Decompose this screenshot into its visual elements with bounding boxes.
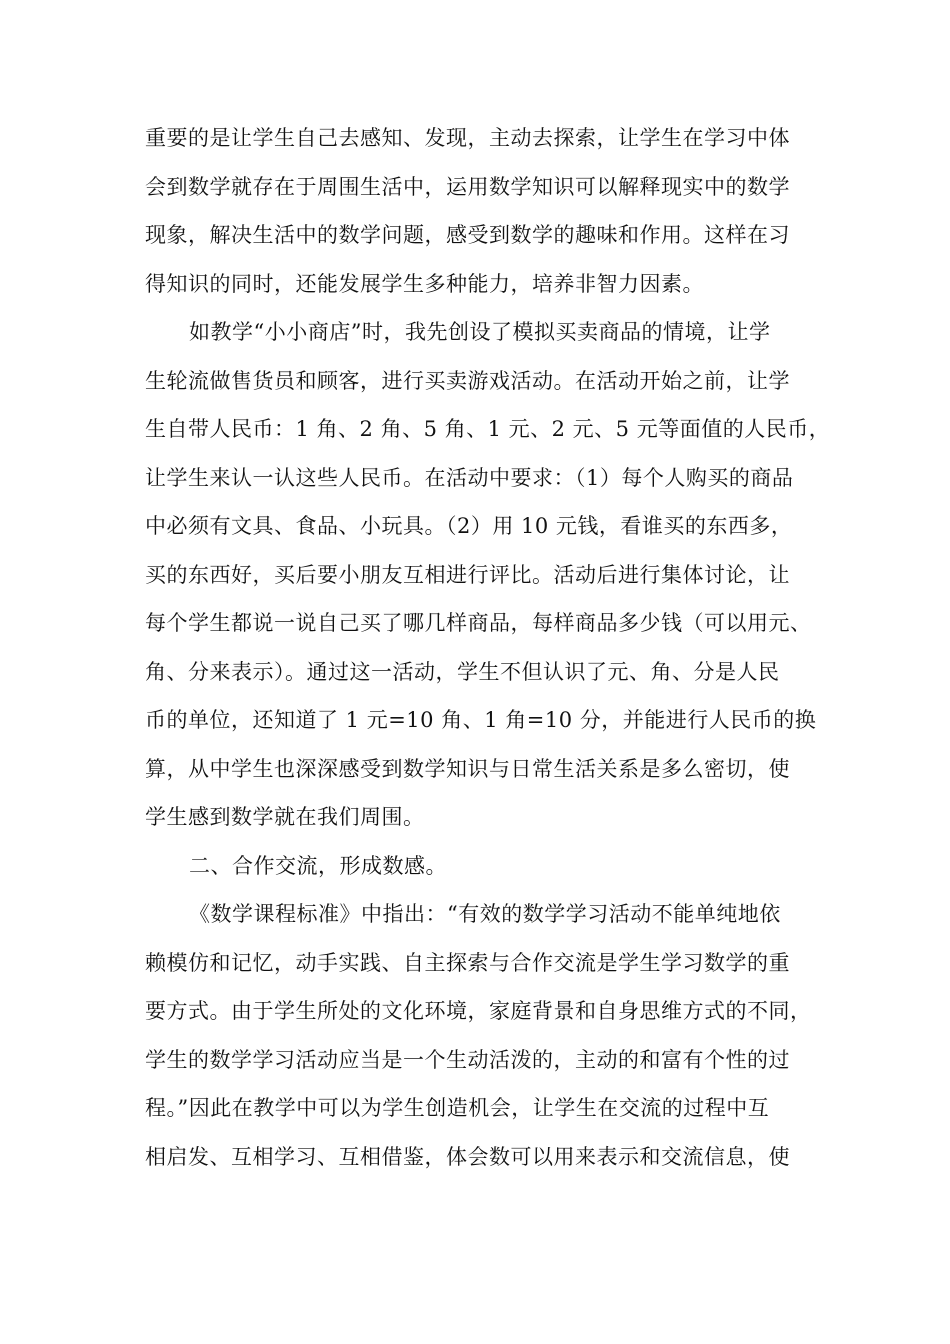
text-line: 角、分来表示）。通过这一活动，学生不但认识了元、角、分是人民 — [145, 659, 780, 684]
text-line: 中必须有文具、食品、小玩具。（2）用 10 元钱，看谁买的东西多， — [145, 514, 793, 538]
text-line: 买的东西好，买后要小朋友互相进行评比。活动后进行集体讨论，让 — [145, 562, 790, 587]
text-line: 得知识的同时，还能发展学生多种能力，培养非智力因素。 — [145, 271, 704, 296]
text-line: 币的单位，还知道了 1 元=10 角、1 角=10 分，并能进行人民币的换 — [145, 708, 817, 732]
text-line: 算，从中学生也深深感受到数学知识与日常生活关系是多么密切，使 — [145, 756, 790, 781]
text-line: 会到数学就存在于周围生活中，运用数学知识可以解释现实中的数学 — [145, 174, 790, 199]
text-line: 生轮流做售货员和顾客，进行买卖游戏活动。在活动开始之前，让学 — [145, 368, 790, 393]
text-line: 每个学生都说一说自己买了哪几样商品，每样商品多少钱（可以用元、 — [145, 611, 812, 635]
text-line: 程。”因此在教学中可以为学生创造机会，让学生在交流的过程中互 — [145, 1096, 770, 1120]
text-line: 学生的数学学习活动应当是一个生动活泼的，主动的和富有个性的过 — [145, 1047, 790, 1072]
text-line: 相启发、互相学习、互相借鉴，体会数可以用来表示和交流信息，使 — [145, 1144, 790, 1169]
text-line: 学生感到数学就在我们周围。 — [145, 805, 425, 829]
text-line: 赖模仿和记忆，动手实践、自主探索与合作交流是学生学习数学的重 — [145, 950, 790, 975]
text-line: 重要的是让学生自己去感知、发现，主动去探索，让学生在学习中体 — [145, 126, 790, 150]
text-line: 现象，解决生活中的数学问题，感受到数学的趣味和作用。这样在习 — [145, 223, 790, 247]
text-line: 生自带人民币：1 角、2 角、5 角、1 元、2 元、5 元等面值的人民币， — [145, 417, 831, 441]
text-line: 二、合作交流，形成数感。 — [189, 853, 447, 878]
text-line: 让学生来认一认这些人民币。在活动中要求：（1）每个人购买的商品 — [145, 465, 794, 490]
text-line: 《数学课程标准》中指出：“有效的数学学习活动不能单纯地依 — [189, 902, 781, 926]
text-line: 如教学“小小商店”时，我先创设了模拟买卖商品的情境，让学 — [189, 320, 771, 344]
body-text — [145, 114, 831, 1181]
text-line: 要方式。由于学生所处的文化环境，家庭背景和自身思维方式的不同， — [145, 999, 812, 1023]
